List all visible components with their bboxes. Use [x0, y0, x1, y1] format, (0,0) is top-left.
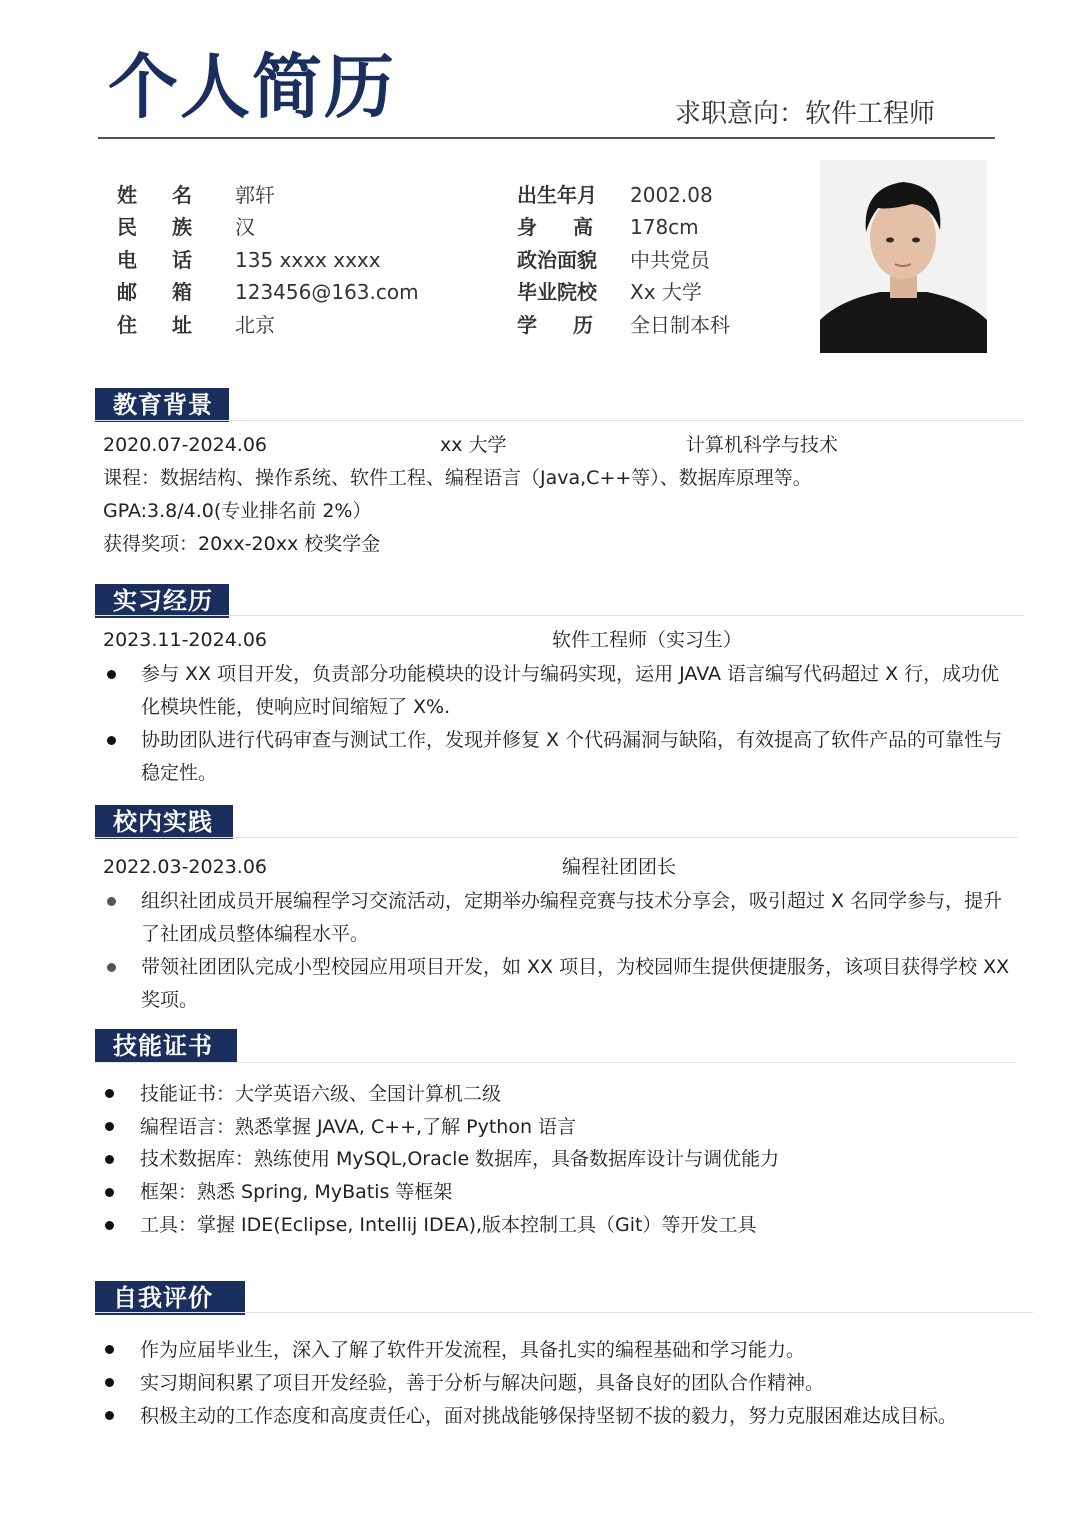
skill-item: 编程语言：熟悉掌握 JAVA, C++,了解 Python 语言 — [140, 1116, 577, 1138]
bullet-icon — [105, 1188, 114, 1197]
info-label-ethnicity: 民 族 — [117, 215, 192, 239]
internship-period: 2023.11-2024.06 — [103, 629, 267, 651]
section-header-education: 教育背景 — [95, 388, 229, 422]
bullet-icon — [105, 1122, 114, 1131]
job-objective: 求职意向：软件工程师 — [674, 99, 935, 129]
profile-photo — [820, 160, 987, 353]
info-value-school: Xx 大学 — [630, 280, 702, 304]
internship-role: 软件工程师（实习生） — [552, 629, 743, 651]
info-label-email: 邮 箱 — [117, 280, 192, 304]
education-major: 计算机科学与技术 — [686, 434, 839, 456]
section-header-skills: 技能证书 — [95, 1029, 237, 1063]
bullet-icon — [107, 736, 116, 745]
person-portrait-icon — [820, 160, 987, 353]
skill-item: 技能证书：大学英语六级、全国计算机二级 — [140, 1083, 502, 1105]
info-label-name: 姓 名 — [117, 183, 192, 207]
section-divider — [95, 1062, 1016, 1063]
education-awards: 获得奖项：20xx-20xx 校奖学金 — [103, 533, 381, 555]
self-eval-item: 实习期间积累了项目开发经验，善于分析与解决问题，具备良好的团队合作精神。 — [140, 1372, 825, 1394]
info-label-birth: 出 生 年 月 — [517, 183, 597, 207]
section-header-self-eval: 自我评价 — [95, 1281, 245, 1315]
campus-period: 2022.03-2023.06 — [103, 856, 267, 878]
info-label-height: 身 高 — [517, 215, 593, 239]
bullet-icon — [105, 1378, 114, 1387]
section-divider — [95, 837, 1018, 838]
bullet-icon — [105, 1155, 114, 1164]
info-value-ethnicity: 汉 — [235, 215, 255, 239]
campus-role: 编程社团团长 — [562, 856, 677, 878]
campus-bullet: 带领社团团队完成小型校园应用项目开发，如 XX 项目，为校园师生提供便捷服务，该项目获得学校 XX 奖项。 — [141, 956, 1010, 1011]
info-value-email: 123456@163.com — [235, 280, 419, 304]
info-label-school: 毕 业 院 校 — [517, 280, 597, 304]
bullet-icon — [107, 963, 116, 972]
info-label-political: 政 治 面 貌 — [517, 248, 597, 272]
info-value-height: 178cm — [630, 215, 699, 239]
section-divider — [95, 615, 1024, 616]
bullet-icon — [107, 897, 116, 906]
education-school: xx 大学 — [440, 434, 507, 456]
info-label-phone: 电 话 — [117, 248, 192, 272]
info-value-address: 北京 — [235, 313, 275, 337]
education-courses: 课程：数据结构、操作系统、软件工程、编程语言（Java,C++等）、数据库原理等。 — [103, 467, 812, 489]
info-label-degree: 学 历 — [517, 313, 593, 337]
title-divider — [98, 137, 995, 139]
bullet-icon — [105, 1089, 114, 1098]
skill-item: 工具：掌握 IDE(Eclipse, Intellij IDEA),版本控制工具（Git）等开发工具 — [140, 1214, 757, 1236]
bullet-icon — [107, 670, 116, 679]
section-header-campus: 校内实践 — [95, 805, 233, 839]
info-value-phone: 135 xxxx xxxx — [235, 248, 381, 272]
section-divider — [95, 1312, 1033, 1313]
section-header-internship: 实习经历 — [95, 584, 229, 618]
education-period: 2020.07-2024.06 — [103, 434, 267, 456]
skill-item: 技术数据库：熟练使用 MySQL,Oracle 数据库，具备数据库设计与调优能力 — [140, 1148, 780, 1170]
self-eval-item: 作为应届毕业生，深入了解了软件开发流程，具备扎实的编程基础和学习能力。 — [140, 1339, 806, 1361]
section-divider — [95, 420, 1024, 421]
campus-bullet: 组织社团成员开展编程学习交流活动，定期举办编程竞赛与技术分享会，吸引超过 X 名同学参与，提升了社团成员整体编程水平。 — [141, 890, 1003, 945]
internship-bullet: 参与 XX 项目开发，负责部分功能模块的设计与编码实现，运用 JAVA 语言编写代码超过 X 行，成功优化模块性能，使响应时间缩短了 X%. — [141, 663, 1000, 718]
info-value-name: 郭轩 — [235, 183, 275, 207]
info-value-birth: 2002.08 — [630, 183, 713, 207]
info-value-degree: 全日制本科 — [630, 313, 730, 337]
info-value-political: 中共党员 — [630, 248, 710, 272]
resume-title: 个人简历 — [108, 46, 396, 128]
info-label-address: 住 址 — [117, 313, 192, 337]
education-gpa: GPA:3.8/4.0(专业排名前 2%） — [103, 500, 372, 522]
self-eval-item: 积极主动的工作态度和高度责任心，面对挑战能够保持坚韧不拔的毅力，努力克服困难达成目标。 — [140, 1405, 958, 1427]
skill-item: 框架：熟悉 Spring, MyBatis 等框架 — [140, 1181, 453, 1203]
bullet-icon — [105, 1411, 114, 1420]
bullet-icon — [105, 1221, 114, 1230]
internship-bullet: 协助团队进行代码审查与测试工作，发现并修复 X 个代码漏洞与缺陷，有效提高了软件产品的可靠性与稳定性。 — [141, 729, 1003, 784]
bullet-icon — [105, 1345, 114, 1354]
